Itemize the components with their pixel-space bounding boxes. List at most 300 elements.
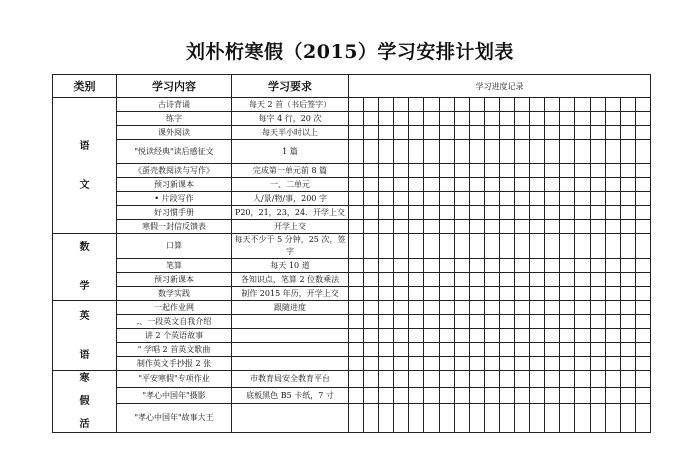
progress-check-cell[interactable]	[409, 371, 424, 388]
progress-check-cell[interactable]	[484, 164, 499, 178]
progress-check-cell[interactable]	[379, 273, 394, 287]
progress-check-cell[interactable]	[620, 164, 635, 178]
progress-check-cell[interactable]	[545, 234, 560, 259]
progress-check-cell[interactable]	[424, 234, 439, 259]
progress-check-cell[interactable]	[530, 343, 545, 357]
progress-check-cell[interactable]	[424, 220, 439, 234]
progress-check-cell[interactable]	[469, 357, 484, 371]
progress-check-cell[interactable]	[439, 98, 454, 112]
progress-check-cell[interactable]	[530, 287, 545, 301]
progress-check-cell[interactable]	[499, 371, 514, 388]
progress-check-cell[interactable]	[484, 357, 499, 371]
progress-check-cell[interactable]	[499, 301, 514, 315]
progress-check-cell[interactable]	[364, 126, 379, 140]
progress-check-cell[interactable]	[484, 387, 499, 404]
progress-check-cell[interactable]	[349, 315, 364, 329]
progress-check-cell[interactable]	[590, 192, 605, 206]
progress-check-cell[interactable]	[424, 287, 439, 301]
progress-check-cell[interactable]	[424, 301, 439, 315]
progress-check-cell[interactable]	[424, 273, 439, 287]
progress-check-cell[interactable]	[530, 329, 545, 343]
progress-check-cell[interactable]	[635, 140, 650, 164]
progress-check-cell[interactable]	[484, 206, 499, 220]
progress-check-cell[interactable]	[364, 259, 379, 273]
progress-check-cell[interactable]	[635, 192, 650, 206]
progress-check-cell[interactable]	[605, 206, 620, 220]
progress-check-cell[interactable]	[545, 371, 560, 388]
progress-check-cell[interactable]	[469, 98, 484, 112]
progress-check-cell[interactable]	[545, 287, 560, 301]
progress-check-cell[interactable]	[590, 220, 605, 234]
progress-check-cell[interactable]	[590, 329, 605, 343]
progress-check-cell[interactable]	[439, 112, 454, 126]
progress-check-cell[interactable]	[469, 329, 484, 343]
progress-check-cell[interactable]	[545, 140, 560, 164]
progress-check-cell[interactable]	[590, 287, 605, 301]
progress-check-cell[interactable]	[424, 192, 439, 206]
progress-check-cell[interactable]	[560, 259, 575, 273]
progress-check-cell[interactable]	[560, 206, 575, 220]
progress-check-cell[interactable]	[454, 234, 469, 259]
progress-check-cell[interactable]	[439, 404, 454, 433]
progress-check-cell[interactable]	[605, 371, 620, 388]
progress-check-cell[interactable]	[560, 315, 575, 329]
progress-check-cell[interactable]	[499, 178, 514, 192]
progress-check-cell[interactable]	[379, 404, 394, 433]
progress-check-cell[interactable]	[424, 404, 439, 433]
progress-check-cell[interactable]	[349, 164, 364, 178]
progress-check-cell[interactable]	[530, 234, 545, 259]
progress-check-cell[interactable]	[530, 371, 545, 388]
progress-check-cell[interactable]	[484, 220, 499, 234]
progress-check-cell[interactable]	[575, 98, 590, 112]
progress-check-cell[interactable]	[484, 315, 499, 329]
progress-check-cell[interactable]	[560, 387, 575, 404]
progress-check-cell[interactable]	[530, 112, 545, 126]
progress-check-cell[interactable]	[635, 220, 650, 234]
progress-check-cell[interactable]	[424, 206, 439, 220]
progress-check-cell[interactable]	[454, 357, 469, 371]
progress-check-cell[interactable]	[530, 192, 545, 206]
progress-check-cell[interactable]	[590, 98, 605, 112]
progress-check-cell[interactable]	[515, 404, 530, 433]
progress-check-cell[interactable]	[635, 259, 650, 273]
progress-check-cell[interactable]	[349, 329, 364, 343]
progress-check-cell[interactable]	[635, 301, 650, 315]
progress-check-cell[interactable]	[379, 301, 394, 315]
progress-check-cell[interactable]	[620, 404, 635, 433]
progress-check-cell[interactable]	[469, 387, 484, 404]
progress-check-cell[interactable]	[409, 126, 424, 140]
progress-check-cell[interactable]	[424, 259, 439, 273]
progress-check-cell[interactable]	[364, 404, 379, 433]
progress-check-cell[interactable]	[484, 404, 499, 433]
progress-check-cell[interactable]	[499, 220, 514, 234]
progress-check-cell[interactable]	[515, 126, 530, 140]
progress-check-cell[interactable]	[605, 98, 620, 112]
progress-check-cell[interactable]	[515, 387, 530, 404]
progress-check-cell[interactable]	[499, 112, 514, 126]
progress-check-cell[interactable]	[394, 178, 409, 192]
progress-check-cell[interactable]	[620, 192, 635, 206]
progress-check-cell[interactable]	[349, 140, 364, 164]
progress-check-cell[interactable]	[394, 220, 409, 234]
progress-check-cell[interactable]	[590, 387, 605, 404]
progress-check-cell[interactable]	[620, 273, 635, 287]
progress-check-cell[interactable]	[409, 164, 424, 178]
progress-check-cell[interactable]	[499, 273, 514, 287]
progress-check-cell[interactable]	[530, 404, 545, 433]
progress-check-cell[interactable]	[349, 343, 364, 357]
progress-check-cell[interactable]	[620, 112, 635, 126]
progress-check-cell[interactable]	[605, 301, 620, 315]
progress-check-cell[interactable]	[575, 273, 590, 287]
progress-check-cell[interactable]	[515, 287, 530, 301]
progress-check-cell[interactable]	[499, 234, 514, 259]
progress-check-cell[interactable]	[590, 357, 605, 371]
progress-check-cell[interactable]	[409, 273, 424, 287]
progress-check-cell[interactable]	[605, 259, 620, 273]
progress-check-cell[interactable]	[439, 329, 454, 343]
progress-check-cell[interactable]	[605, 234, 620, 259]
progress-check-cell[interactable]	[635, 387, 650, 404]
progress-check-cell[interactable]	[605, 140, 620, 164]
progress-check-cell[interactable]	[635, 206, 650, 220]
progress-check-cell[interactable]	[575, 287, 590, 301]
progress-check-cell[interactable]	[379, 343, 394, 357]
progress-check-cell[interactable]	[620, 387, 635, 404]
progress-check-cell[interactable]	[379, 287, 394, 301]
progress-check-cell[interactable]	[394, 98, 409, 112]
progress-check-cell[interactable]	[515, 259, 530, 273]
progress-check-cell[interactable]	[575, 343, 590, 357]
progress-check-cell[interactable]	[499, 98, 514, 112]
progress-check-cell[interactable]	[439, 259, 454, 273]
progress-check-cell[interactable]	[469, 164, 484, 178]
progress-check-cell[interactable]	[349, 371, 364, 388]
progress-check-cell[interactable]	[364, 140, 379, 164]
progress-check-cell[interactable]	[499, 315, 514, 329]
progress-check-cell[interactable]	[515, 140, 530, 164]
progress-check-cell[interactable]	[439, 140, 454, 164]
progress-check-cell[interactable]	[364, 287, 379, 301]
progress-check-cell[interactable]	[424, 126, 439, 140]
progress-check-cell[interactable]	[349, 404, 364, 433]
progress-check-cell[interactable]	[545, 357, 560, 371]
progress-check-cell[interactable]	[530, 140, 545, 164]
progress-check-cell[interactable]	[635, 315, 650, 329]
progress-check-cell[interactable]	[545, 343, 560, 357]
progress-check-cell[interactable]	[620, 315, 635, 329]
progress-check-cell[interactable]	[530, 273, 545, 287]
progress-check-cell[interactable]	[620, 234, 635, 259]
progress-check-cell[interactable]	[394, 112, 409, 126]
progress-check-cell[interactable]	[379, 112, 394, 126]
progress-check-cell[interactable]	[560, 126, 575, 140]
progress-check-cell[interactable]	[605, 164, 620, 178]
progress-check-cell[interactable]	[560, 329, 575, 343]
progress-check-cell[interactable]	[515, 206, 530, 220]
progress-check-cell[interactable]	[484, 343, 499, 357]
progress-check-cell[interactable]	[575, 404, 590, 433]
progress-check-cell[interactable]	[590, 178, 605, 192]
progress-check-cell[interactable]	[560, 287, 575, 301]
progress-check-cell[interactable]	[349, 287, 364, 301]
progress-check-cell[interactable]	[575, 259, 590, 273]
progress-check-cell[interactable]	[454, 315, 469, 329]
progress-check-cell[interactable]	[620, 301, 635, 315]
progress-check-cell[interactable]	[620, 371, 635, 388]
progress-check-cell[interactable]	[560, 357, 575, 371]
progress-check-cell[interactable]	[635, 112, 650, 126]
progress-check-cell[interactable]	[499, 259, 514, 273]
progress-check-cell[interactable]	[409, 234, 424, 259]
progress-check-cell[interactable]	[379, 371, 394, 388]
progress-check-cell[interactable]	[454, 206, 469, 220]
progress-check-cell[interactable]	[454, 126, 469, 140]
progress-check-cell[interactable]	[635, 126, 650, 140]
progress-check-cell[interactable]	[560, 404, 575, 433]
progress-check-cell[interactable]	[484, 273, 499, 287]
progress-check-cell[interactable]	[620, 98, 635, 112]
progress-check-cell[interactable]	[409, 206, 424, 220]
progress-check-cell[interactable]	[439, 234, 454, 259]
progress-check-cell[interactable]	[439, 220, 454, 234]
progress-check-cell[interactable]	[515, 315, 530, 329]
progress-check-cell[interactable]	[635, 164, 650, 178]
progress-check-cell[interactable]	[469, 301, 484, 315]
progress-check-cell[interactable]	[409, 192, 424, 206]
progress-check-cell[interactable]	[620, 126, 635, 140]
progress-check-cell[interactable]	[605, 315, 620, 329]
progress-check-cell[interactable]	[469, 126, 484, 140]
progress-check-cell[interactable]	[620, 206, 635, 220]
progress-check-cell[interactable]	[469, 259, 484, 273]
progress-check-cell[interactable]	[635, 404, 650, 433]
progress-check-cell[interactable]	[545, 112, 560, 126]
progress-check-cell[interactable]	[469, 178, 484, 192]
progress-check-cell[interactable]	[364, 98, 379, 112]
progress-check-cell[interactable]	[545, 206, 560, 220]
progress-check-cell[interactable]	[575, 357, 590, 371]
progress-check-cell[interactable]	[590, 371, 605, 388]
progress-check-cell[interactable]	[454, 259, 469, 273]
progress-check-cell[interactable]	[530, 98, 545, 112]
progress-check-cell[interactable]	[394, 371, 409, 388]
progress-check-cell[interactable]	[590, 259, 605, 273]
progress-check-cell[interactable]	[605, 404, 620, 433]
progress-check-cell[interactable]	[484, 371, 499, 388]
progress-check-cell[interactable]	[635, 234, 650, 259]
progress-check-cell[interactable]	[515, 192, 530, 206]
progress-check-cell[interactable]	[484, 178, 499, 192]
progress-check-cell[interactable]	[590, 343, 605, 357]
progress-check-cell[interactable]	[409, 220, 424, 234]
progress-check-cell[interactable]	[590, 140, 605, 164]
progress-check-cell[interactable]	[349, 301, 364, 315]
progress-check-cell[interactable]	[469, 315, 484, 329]
progress-check-cell[interactable]	[409, 329, 424, 343]
progress-check-cell[interactable]	[499, 126, 514, 140]
progress-check-cell[interactable]	[620, 220, 635, 234]
progress-check-cell[interactable]	[409, 287, 424, 301]
progress-check-cell[interactable]	[364, 371, 379, 388]
progress-check-cell[interactable]	[560, 273, 575, 287]
progress-check-cell[interactable]	[454, 404, 469, 433]
progress-check-cell[interactable]	[394, 343, 409, 357]
progress-check-cell[interactable]	[379, 259, 394, 273]
progress-check-cell[interactable]	[364, 164, 379, 178]
progress-check-cell[interactable]	[605, 126, 620, 140]
progress-check-cell[interactable]	[349, 259, 364, 273]
progress-check-cell[interactable]	[364, 178, 379, 192]
progress-check-cell[interactable]	[439, 287, 454, 301]
progress-check-cell[interactable]	[484, 287, 499, 301]
progress-check-cell[interactable]	[349, 178, 364, 192]
progress-check-cell[interactable]	[635, 178, 650, 192]
progress-check-cell[interactable]	[530, 259, 545, 273]
progress-check-cell[interactable]	[605, 343, 620, 357]
progress-check-cell[interactable]	[575, 220, 590, 234]
progress-check-cell[interactable]	[394, 192, 409, 206]
progress-check-cell[interactable]	[575, 315, 590, 329]
progress-check-cell[interactable]	[424, 371, 439, 388]
progress-check-cell[interactable]	[545, 164, 560, 178]
progress-check-cell[interactable]	[484, 140, 499, 164]
progress-check-cell[interactable]	[484, 301, 499, 315]
progress-check-cell[interactable]	[575, 126, 590, 140]
progress-check-cell[interactable]	[454, 301, 469, 315]
progress-check-cell[interactable]	[590, 301, 605, 315]
progress-check-cell[interactable]	[409, 404, 424, 433]
progress-check-cell[interactable]	[469, 287, 484, 301]
progress-check-cell[interactable]	[575, 112, 590, 126]
progress-check-cell[interactable]	[575, 329, 590, 343]
progress-check-cell[interactable]	[454, 98, 469, 112]
progress-check-cell[interactable]	[349, 112, 364, 126]
progress-check-cell[interactable]	[484, 112, 499, 126]
progress-check-cell[interactable]	[515, 273, 530, 287]
progress-check-cell[interactable]	[364, 387, 379, 404]
progress-check-cell[interactable]	[379, 220, 394, 234]
progress-check-cell[interactable]	[454, 287, 469, 301]
progress-check-cell[interactable]	[469, 273, 484, 287]
progress-check-cell[interactable]	[439, 273, 454, 287]
progress-check-cell[interactable]	[590, 112, 605, 126]
progress-check-cell[interactable]	[454, 329, 469, 343]
progress-check-cell[interactable]	[530, 357, 545, 371]
progress-check-cell[interactable]	[454, 371, 469, 388]
progress-check-cell[interactable]	[394, 164, 409, 178]
progress-check-cell[interactable]	[364, 206, 379, 220]
progress-check-cell[interactable]	[409, 259, 424, 273]
progress-check-cell[interactable]	[439, 387, 454, 404]
progress-check-cell[interactable]	[635, 98, 650, 112]
progress-check-cell[interactable]	[469, 112, 484, 126]
progress-check-cell[interactable]	[545, 126, 560, 140]
progress-check-cell[interactable]	[379, 387, 394, 404]
progress-check-cell[interactable]	[439, 315, 454, 329]
progress-check-cell[interactable]	[635, 371, 650, 388]
progress-check-cell[interactable]	[575, 206, 590, 220]
progress-check-cell[interactable]	[394, 329, 409, 343]
progress-check-cell[interactable]	[560, 164, 575, 178]
progress-check-cell[interactable]	[394, 259, 409, 273]
progress-check-cell[interactable]	[364, 192, 379, 206]
progress-check-cell[interactable]	[620, 140, 635, 164]
progress-check-cell[interactable]	[454, 273, 469, 287]
progress-check-cell[interactable]	[530, 387, 545, 404]
progress-check-cell[interactable]	[409, 98, 424, 112]
progress-check-cell[interactable]	[454, 164, 469, 178]
progress-check-cell[interactable]	[545, 178, 560, 192]
progress-check-cell[interactable]	[590, 315, 605, 329]
progress-check-cell[interactable]	[484, 126, 499, 140]
progress-check-cell[interactable]	[454, 192, 469, 206]
progress-check-cell[interactable]	[364, 357, 379, 371]
progress-check-cell[interactable]	[484, 329, 499, 343]
progress-check-cell[interactable]	[545, 301, 560, 315]
progress-check-cell[interactable]	[469, 343, 484, 357]
progress-check-cell[interactable]	[560, 234, 575, 259]
progress-check-cell[interactable]	[590, 404, 605, 433]
progress-check-cell[interactable]	[394, 140, 409, 164]
progress-check-cell[interactable]	[379, 206, 394, 220]
progress-check-cell[interactable]	[364, 112, 379, 126]
progress-check-cell[interactable]	[530, 315, 545, 329]
progress-check-cell[interactable]	[409, 301, 424, 315]
progress-check-cell[interactable]	[499, 140, 514, 164]
progress-check-cell[interactable]	[620, 343, 635, 357]
progress-check-cell[interactable]	[499, 192, 514, 206]
progress-check-cell[interactable]	[364, 315, 379, 329]
progress-check-cell[interactable]	[409, 357, 424, 371]
progress-check-cell[interactable]	[439, 178, 454, 192]
progress-check-cell[interactable]	[545, 220, 560, 234]
progress-check-cell[interactable]	[349, 98, 364, 112]
progress-check-cell[interactable]	[620, 287, 635, 301]
progress-check-cell[interactable]	[379, 192, 394, 206]
progress-check-cell[interactable]	[424, 178, 439, 192]
progress-check-cell[interactable]	[394, 315, 409, 329]
progress-check-cell[interactable]	[349, 220, 364, 234]
progress-check-cell[interactable]	[530, 126, 545, 140]
progress-check-cell[interactable]	[364, 329, 379, 343]
progress-check-cell[interactable]	[439, 343, 454, 357]
progress-check-cell[interactable]	[379, 98, 394, 112]
progress-check-cell[interactable]	[424, 164, 439, 178]
progress-check-cell[interactable]	[605, 357, 620, 371]
progress-check-cell[interactable]	[515, 164, 530, 178]
progress-check-cell[interactable]	[424, 387, 439, 404]
progress-check-cell[interactable]	[530, 220, 545, 234]
progress-check-cell[interactable]	[620, 178, 635, 192]
progress-check-cell[interactable]	[394, 206, 409, 220]
progress-check-cell[interactable]	[530, 301, 545, 315]
progress-check-cell[interactable]	[620, 259, 635, 273]
progress-check-cell[interactable]	[515, 220, 530, 234]
progress-check-cell[interactable]	[454, 140, 469, 164]
progress-check-cell[interactable]	[364, 234, 379, 259]
progress-check-cell[interactable]	[439, 164, 454, 178]
progress-check-cell[interactable]	[349, 387, 364, 404]
progress-check-cell[interactable]	[605, 273, 620, 287]
progress-check-cell[interactable]	[605, 387, 620, 404]
progress-check-cell[interactable]	[499, 387, 514, 404]
progress-check-cell[interactable]	[530, 178, 545, 192]
progress-check-cell[interactable]	[560, 178, 575, 192]
progress-check-cell[interactable]	[364, 343, 379, 357]
